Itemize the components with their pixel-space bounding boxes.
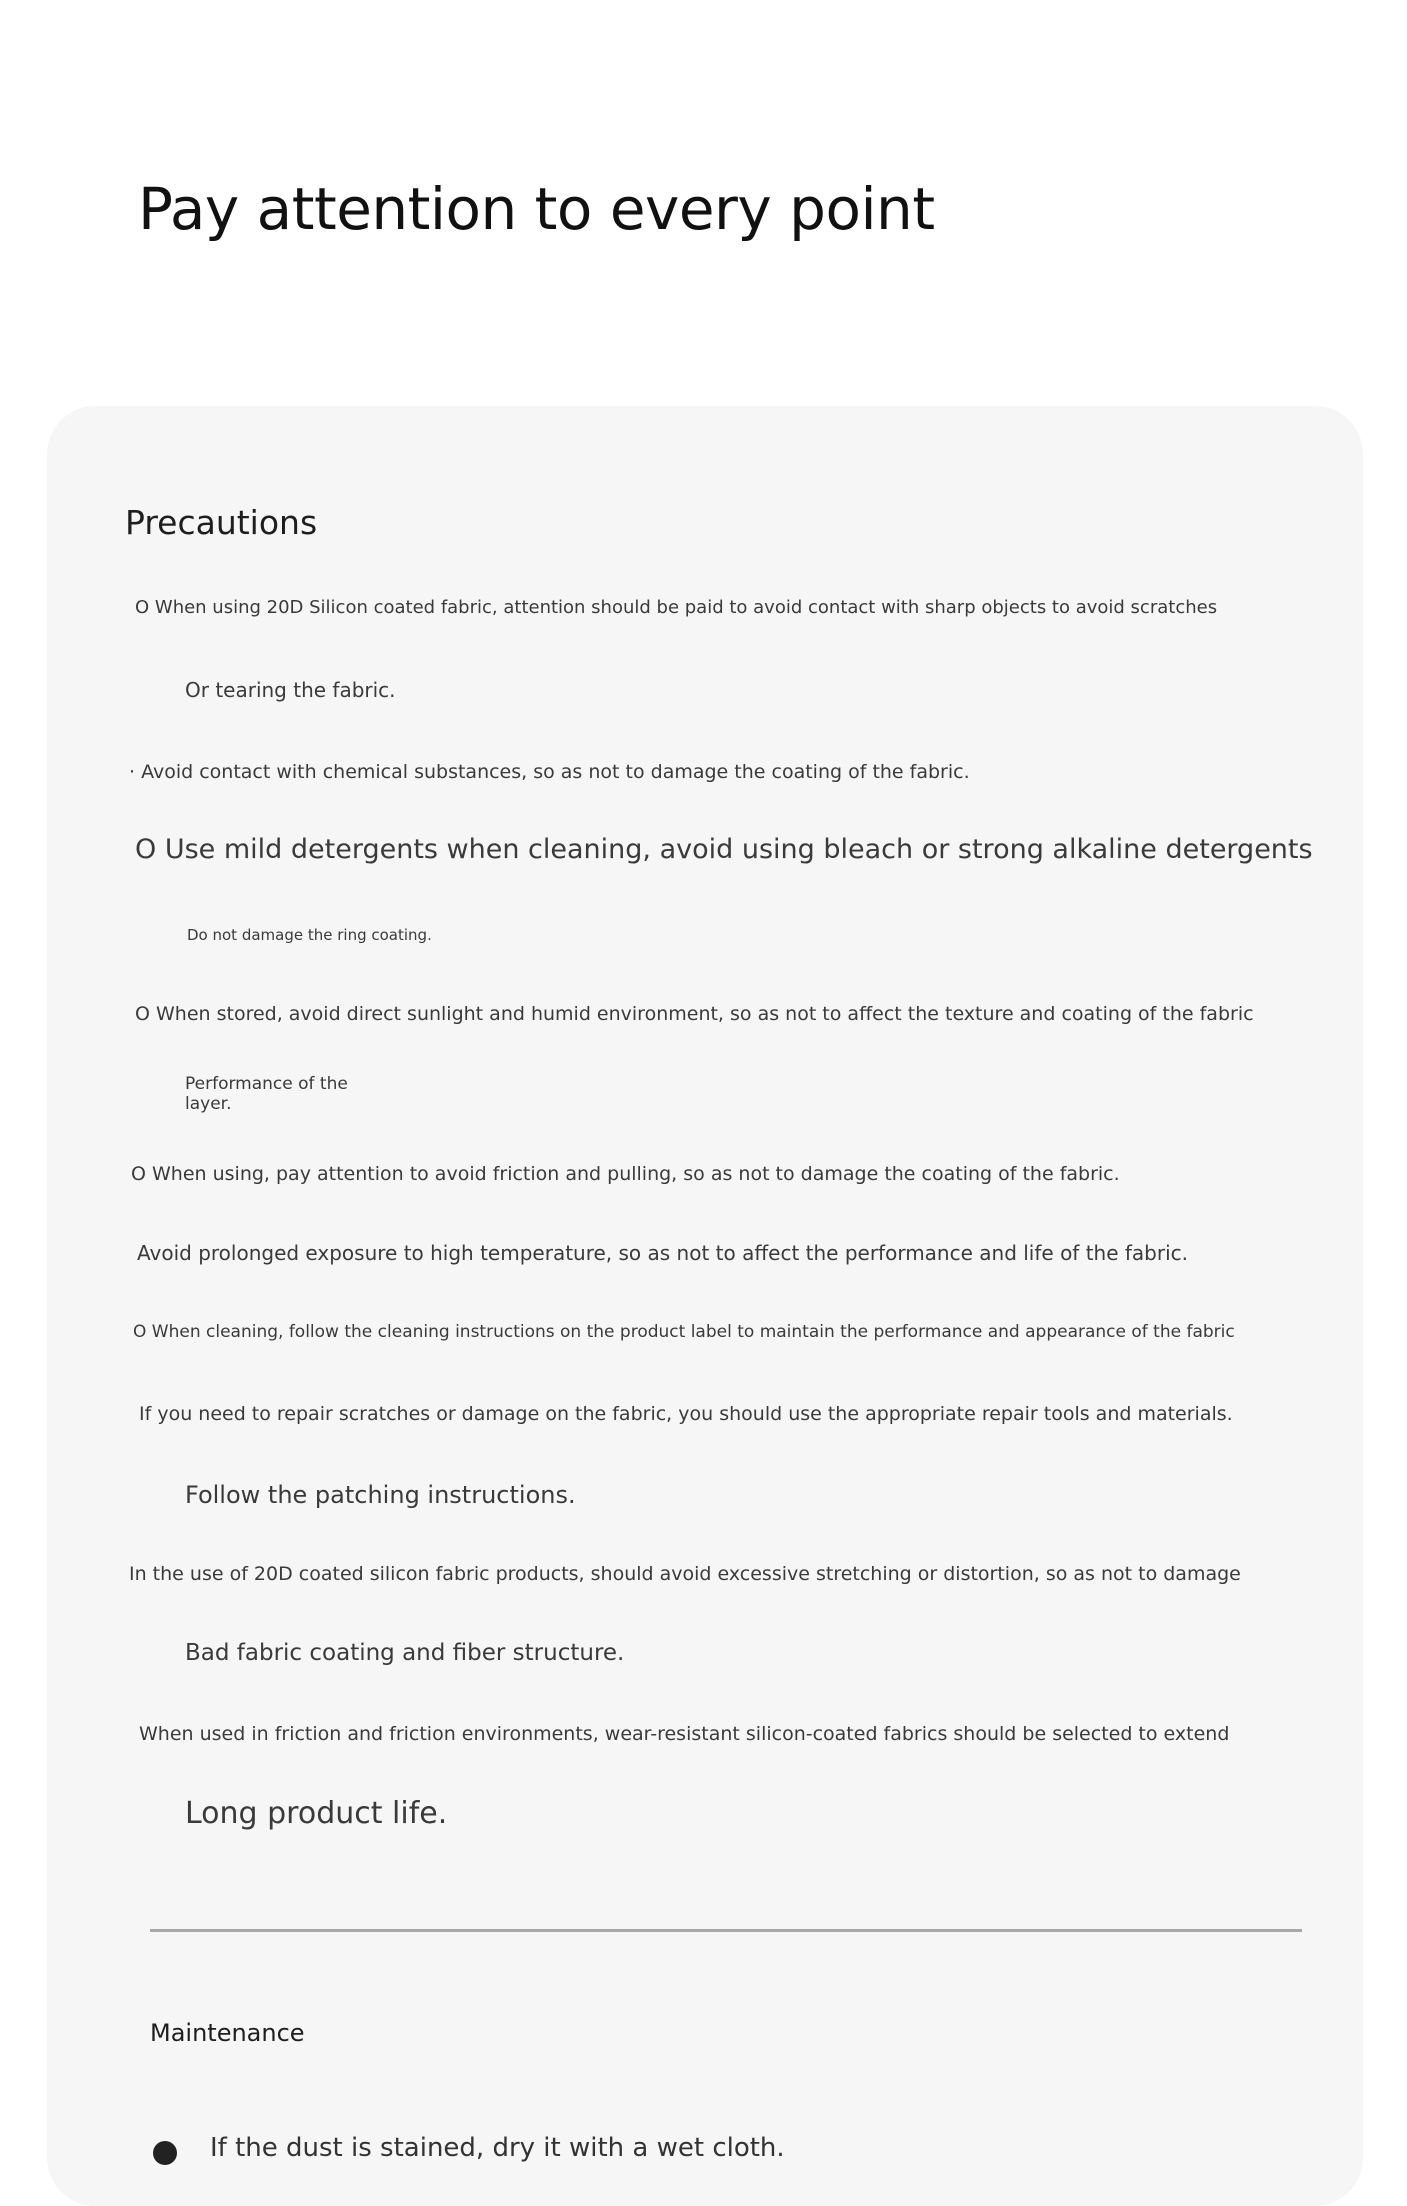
precaution-line: O When using, pay attention to avoid friction and pulling, so as not to damage the coating of the fabric.: [131, 1163, 1120, 1185]
precaution-line: · Avoid contact with chemical substances, so as not to damage the coating of the fabric.: [129, 761, 970, 783]
precaution-line: Do not damage the ring coating.: [187, 926, 432, 944]
precaution-line: Bad fabric coating and fiber structure.: [185, 1640, 625, 1666]
content-card: [47, 406, 1363, 2206]
precaution-line: Avoid prolonged exposure to high temperature, so as not to affect the performance and life of the fabric.: [137, 1241, 1189, 1265]
maintenance-heading: Maintenance: [150, 2019, 305, 2047]
precaution-line: Or tearing the fabric.: [185, 678, 396, 702]
precaution-line: In the use of 20D coated silicon fabric products, should avoid excessive stretching or distortion, so as not to damage: [129, 1563, 1241, 1585]
precaution-line: Follow the patching instructions.: [185, 1481, 576, 1509]
section-divider: [150, 1929, 1302, 1932]
precautions-heading: Precautions: [125, 503, 318, 542]
page-title: Pay attention to every point: [138, 175, 935, 243]
precaution-line: O Use mild detergents when cleaning, avoid using bleach or strong alkaline detergents: [135, 834, 1313, 865]
maintenance-item: If the dust is stained, dry it with a wet cloth.: [210, 2133, 785, 2163]
precaution-line: If you need to repair scratches or damage on the fabric, you should use the appropriate repair tools and materials.: [139, 1403, 1233, 1425]
precaution-line: Long product life.: [185, 1796, 448, 1831]
precaution-line: O When stored, avoid direct sunlight and humid environment, so as not to affect the texture and coating of the fabric: [135, 1003, 1254, 1025]
precaution-line: When used in friction and friction environments, wear-resistant silicon-coated fabrics should be selected to extend: [139, 1723, 1230, 1745]
precaution-line: O When using 20D Silicon coated fabric, attention should be paid to avoid contact with sharp objects to avoid scratches: [135, 597, 1218, 618]
precaution-line: O When cleaning, follow the cleaning instructions on the product label to maintain the performance and appearance of the fabric: [133, 1322, 1235, 1342]
precaution-line: Performance of the layer.: [185, 1074, 348, 1115]
bullet-icon: [153, 2141, 177, 2165]
